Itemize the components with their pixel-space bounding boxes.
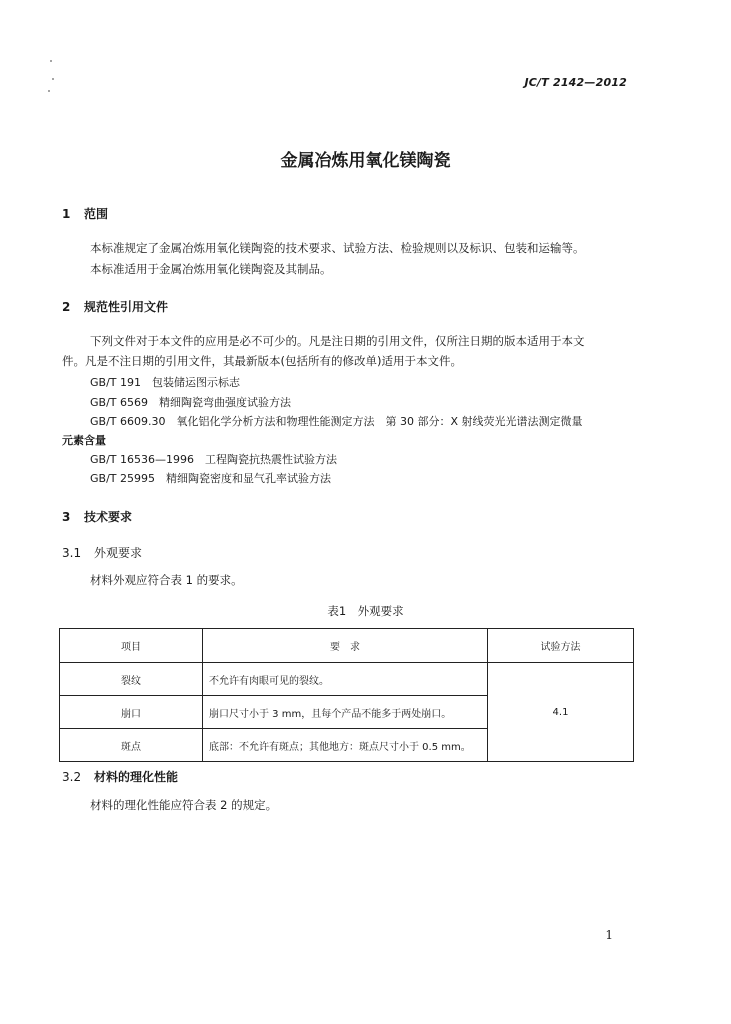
subsection-3-2-paragraph: 材料的理化性能应符合表 2 的规定。	[90, 798, 278, 812]
scan-speck	[52, 78, 54, 80]
row-test-method: 4.1	[488, 663, 634, 762]
section-1-heading	[62, 205, 108, 222]
section-3-heading	[62, 508, 132, 525]
scan-speck	[48, 90, 50, 92]
subsection-3-1-heading	[62, 544, 142, 561]
header-item: 项目	[60, 629, 203, 663]
reference-item: GB/T 191 包装储运图示标志	[90, 376, 240, 389]
section-number: 3	[62, 510, 71, 524]
header-test-method: 试验方法	[488, 629, 634, 663]
section-2-paragraph-line-1: 下列文件对于本文件的应用是必不可少的。凡是注日期的引用文件，仅所注日期的版本适用于本文	[90, 334, 585, 348]
section-1-paragraph-2: 本标准适用于金属冶炼用氧化镁陶瓷及其制品。	[90, 262, 332, 276]
row-item: 崩口	[60, 696, 203, 729]
reference-item: GB/T 16536—1996 工程陶瓷抗热震性试验方法	[90, 453, 337, 466]
section-number: 2	[62, 300, 71, 314]
table-row	[60, 663, 634, 696]
section-title: 外观要求	[94, 546, 143, 560]
subsection-3-1-paragraph: 材料外观应符合表 1 的要求。	[90, 573, 243, 587]
row-requirement: 崩口尺寸小于 3 mm，且每个产品不能多于两处崩口。	[203, 696, 488, 729]
section-title: 材料的理化性能	[94, 770, 179, 784]
header-requirement: 要 求	[203, 629, 488, 663]
document-title: 金属冶炼用氧化镁陶瓷	[280, 151, 451, 171]
section-1-paragraph-1: 本标准规定了金属冶炼用氧化镁陶瓷的技术要求、试验方法、检验规则以及标识、包装和运输等。	[90, 241, 585, 255]
appearance-requirements-table	[59, 628, 634, 762]
reference-item-continuation: 元素含量	[62, 434, 106, 447]
page-number: 1	[605, 928, 613, 942]
section-title: 范围	[84, 207, 109, 221]
table-header-row	[60, 629, 634, 663]
reference-item: GB/T 25995 精细陶瓷密度和显气孔率试验方法	[90, 472, 331, 485]
section-title: 规范性引用文件	[84, 300, 169, 314]
table-1-caption: 表1 外观要求	[327, 604, 404, 618]
reference-item: GB/T 6609.30 氧化铝化学分析方法和物理性能测定方法 第 30 部分：X 射线荧光光谱法测定微量	[90, 415, 583, 428]
row-item: 裂纹	[60, 663, 203, 696]
standard-code: JC/T 2142—2012	[524, 76, 627, 89]
row-requirement: 不允许有肉眼可见的裂纹。	[203, 663, 488, 696]
subsection-3-2-heading	[62, 768, 178, 785]
row-item: 斑点	[60, 729, 203, 762]
scan-speck	[50, 60, 52, 62]
section-2-paragraph-line-2: 件。凡是不注日期的引用文件，其最新版本(包括所有的修改单)适用于本文件。	[62, 354, 462, 368]
reference-item: GB/T 6569 精细陶瓷弯曲强度试验方法	[90, 396, 291, 409]
row-requirement: 底部：不允许有斑点；其他地方：斑点尺寸小于 0.5 mm。	[203, 729, 488, 762]
section-number: 3.2	[62, 770, 82, 784]
section-title: 技术要求	[84, 510, 133, 524]
section-number: 3.1	[62, 546, 82, 560]
section-number: 1	[62, 207, 71, 221]
section-2-heading	[62, 298, 168, 315]
